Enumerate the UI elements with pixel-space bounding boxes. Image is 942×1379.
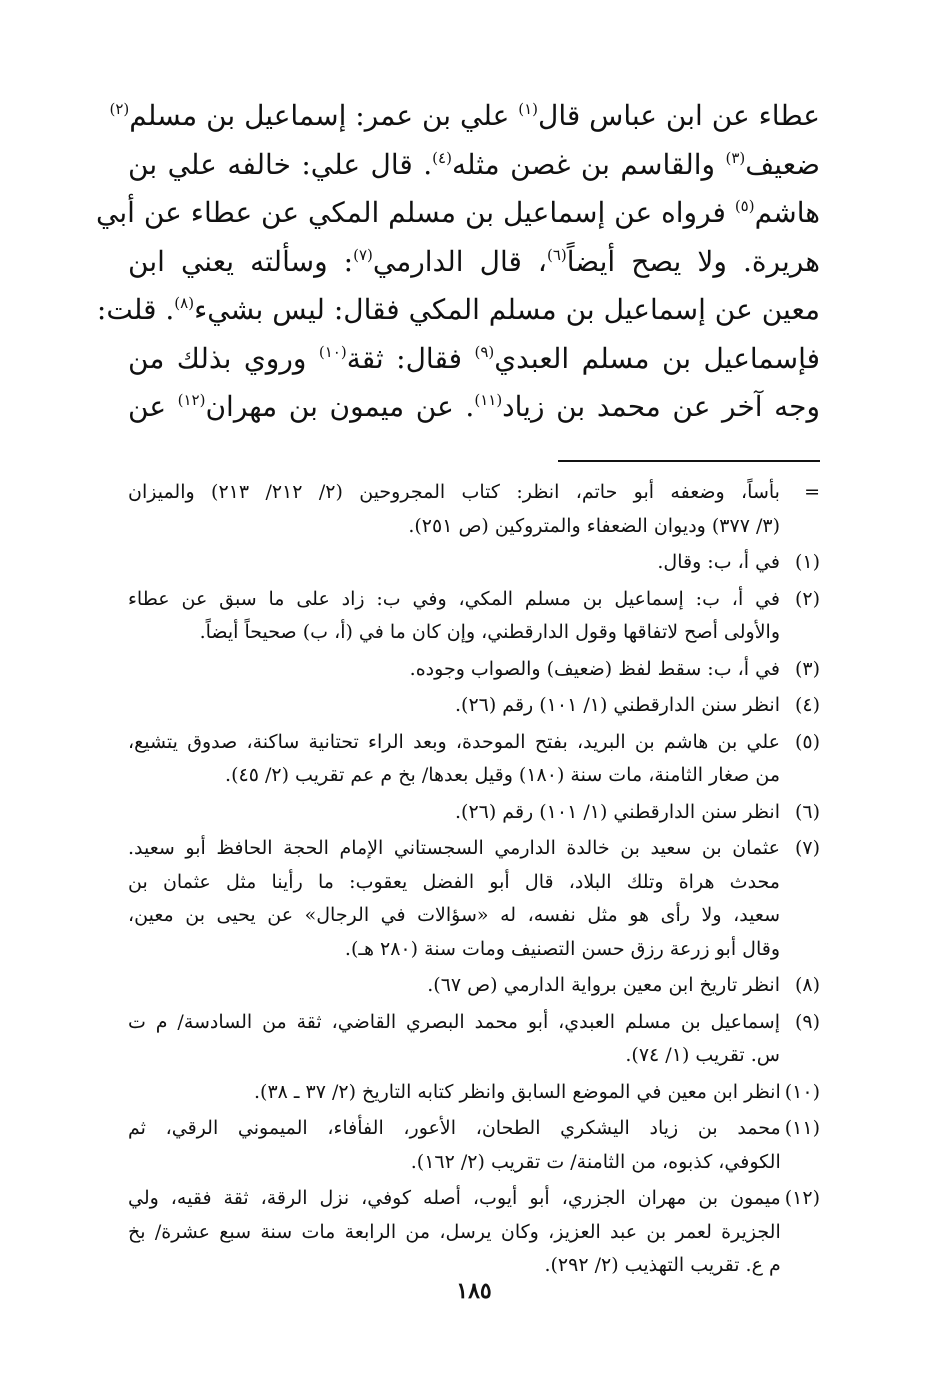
footnote-text <box>128 1182 781 1283</box>
footnote-line: محمد بن زياد اليشكري الطحان، الأعور، الفأفاء، الميموني الرقي، ثم <box>128 1117 781 1139</box>
footnote-ref: (٢) <box>109 100 130 118</box>
footnote-line: محدث هراة وتلك البلاد، قال أبو الفضل يعقوب: ما رأينا مثل عثمان بن <box>128 870 780 893</box>
footnote-ref: (١١) <box>474 391 503 409</box>
footnote-line: عثمان بن سعيد بن خالدة الدارمي السجستاني الإمام الحجة الحافظ أبو سعيد. <box>128 837 780 859</box>
footnote-item <box>128 1076 820 1110</box>
footnote-ref: (٣) <box>725 148 746 167</box>
main-text-line: فإسماعيل بن مسلم العبدي$^{(٩)}$ فقال: ثقة$^{(١٠)}$ وروي بذلك من <box>128 341 820 375</box>
footnote-line: انظر تاريخ ابن معين برواية الدارمي (ص ٦٧). <box>427 974 780 996</box>
footnote-line: علي بن هاشم بن البريد، بفتح الموحدة، وبعد الراء تحتانية ساكنة، صدوق يتشيع، <box>128 730 780 753</box>
footnote-item <box>128 546 820 580</box>
footnote-line: بأساً، وضعفه أبو حاتم، انظر: كتاب المجروحين (٢/ ٢١٢/ ٢١٣) والميزان <box>128 481 780 503</box>
book-page <box>96 92 821 1379</box>
footnote-ref: (٩) <box>474 342 495 361</box>
footnote-marker: (٦) <box>794 800 820 823</box>
main-text-line: عطاء عن ابن عباس قال$^{(١)}$ علي بن عمر: إسماعيل بن مسلم$^{(٢)}$ <box>109 99 820 132</box>
footnote-line: انظر سنن الدارقطني (١/ ١٠١) رقم (٢٦). <box>454 694 780 716</box>
footnote-line: وقال أبو زرعة رزق حسن التصنيف ومات سنة (٢٨٠ هـ). <box>344 937 780 960</box>
footnote-marker: (٧) <box>794 837 820 859</box>
footnote-line: والأولى أصح لاتفاقها وقول الدارقطني، وإن كان ما في (أ، ب) صحيحاً أيضاً. <box>199 621 780 643</box>
footnote-item <box>128 583 820 650</box>
footnote-text <box>128 832 780 966</box>
footnote-ref: (١٢) <box>177 391 206 409</box>
footnote-item <box>128 832 820 966</box>
footnote-marker: (٩) <box>794 1010 820 1033</box>
footnote-ref: (١) <box>518 100 538 118</box>
footnote-item <box>128 1112 820 1179</box>
footnote-line: سعيد، ولا رأى هو مثل نفسه، له «سؤالات في الرجال» عن يحيى بن معين، <box>128 904 780 926</box>
footnote-marker: = <box>804 481 820 503</box>
footnote-marker: (٢) <box>794 587 820 610</box>
footnote-ref: (٨) <box>174 294 195 312</box>
main-text-line: وجه آخر عن محمد بن زياد$^{(١١)}$. عن ميمون بن مهران$^{(١٢)}$ عن <box>128 390 821 423</box>
footnote-ref: (٤) <box>432 148 452 167</box>
main-text-line: معين عن إسماعيل بن مسلم المكي فقال: ليس بشيء$^{(٨)}$. قلت: <box>96 293 820 326</box>
footnote-text <box>128 689 780 723</box>
main-text-line: ضعيف$^{(٣)}$ والقاسم بن غصن مثله$^{(٤)}$. قال علي: خالفه علي بن <box>128 147 820 181</box>
footnote-line: إسماعيل بن مسلم العبدي، أبو محمد البصري القاضي، ثقة من السادسة/ م ت <box>128 1010 780 1033</box>
footnote-text <box>128 546 780 580</box>
footnote-text <box>128 476 780 543</box>
footnote-text <box>128 1076 781 1110</box>
footnote-line: (٣/ ٣٧٧) وديوان الضعفاء والمتروكين (ص ٢٥١). <box>408 514 780 537</box>
footnote-line: الكوفي، كذبوه، من الثامنة/ ت تقريب (٢/ ١٦٢). <box>410 1150 781 1173</box>
footnote-item <box>128 1006 820 1073</box>
footnote-text <box>128 796 780 830</box>
footnote-item <box>128 969 820 1003</box>
footnote-line: من صغار الثامنة، مات سنة (١٨٠) وقيل بعدها/ بخ م عم تقريب (٢/ ٤٥). <box>225 764 780 786</box>
footnote-item <box>128 653 820 687</box>
footnote-ref: (٥) <box>734 197 755 215</box>
footnote-text <box>128 653 780 687</box>
footnote-ref: (١٠) <box>318 342 347 361</box>
footnote-line: انظر ابن معين في الموضع السابق وانظر كتابه التاريخ (٢/ ٣٧ ـ ٣٨). <box>253 1080 781 1103</box>
footnote-line: في أ، ب: وقال. <box>657 551 780 573</box>
footnote-line: في أ، ب: إسماعيل بن مسلم المكي، وفي ب: زاد على ما سبق عن عطاء <box>128 587 780 610</box>
footnote-item <box>128 476 820 543</box>
footnote-line: انظر سنن الدارقطني (١/ ١٠١) رقم (٢٦). <box>454 800 780 823</box>
footnote-ref: (٦) <box>546 245 567 264</box>
footnote-item <box>128 689 820 723</box>
footnote-item <box>128 726 820 793</box>
footnote-ref: (٧) <box>353 245 373 264</box>
footnote-marker: (١٢) <box>784 1187 820 1209</box>
footnotes-list <box>128 476 820 1286</box>
footnote-marker: (١١) <box>784 1117 820 1139</box>
footnote-divider <box>558 460 820 462</box>
footnote-line: الجزيرة لعمر بن عبد العزيز، وكان يرسل، من الرابعة مات سنة سبع عشرة/ بخ <box>128 1220 781 1243</box>
footnote-marker: (٤) <box>794 694 820 716</box>
main-text-line: هاشم$^{(٥)}$ فرواه عن إسماعيل بن مسلم المكي عن عطاء عن أبي <box>96 196 820 229</box>
footnote-text <box>128 969 780 1003</box>
main-text <box>96 92 821 432</box>
page-number: ١٨٥ <box>456 1278 492 1304</box>
footnote-marker: (٣) <box>794 657 820 680</box>
footnote-item <box>128 796 820 830</box>
footnote-marker: (١٠) <box>784 1080 820 1103</box>
main-text-line: هريرة. ولا يصح أيضاً$^{(٦)}$، قال الدارمي$^{(٧)}$: وسألته يعني ابن <box>128 244 820 278</box>
footnote-line: ميمون بن مهران الجزري، أبو أيوب، أصله كوفي، نزل الرقة، ثقة فقيه، ولي <box>128 1187 781 1209</box>
footnote-text <box>128 1112 781 1179</box>
footnote-marker: (١) <box>794 551 820 573</box>
footnote-line: م ع. تقريب التهذيب (٢/ ٢٩٢). <box>544 1254 781 1276</box>
footnote-text <box>128 583 780 650</box>
footnote-text <box>128 1006 780 1073</box>
footnote-line: س. تقريب (١/ ٧٤). <box>625 1044 780 1066</box>
footnote-marker: (٨) <box>794 974 820 996</box>
footnote-marker: (٥) <box>794 730 820 753</box>
footnote-text <box>128 726 780 793</box>
footnote-item <box>128 1182 820 1283</box>
footnote-line: في أ، ب: سقط لفظ (ضعيف) والصواب وجوده. <box>409 657 780 680</box>
